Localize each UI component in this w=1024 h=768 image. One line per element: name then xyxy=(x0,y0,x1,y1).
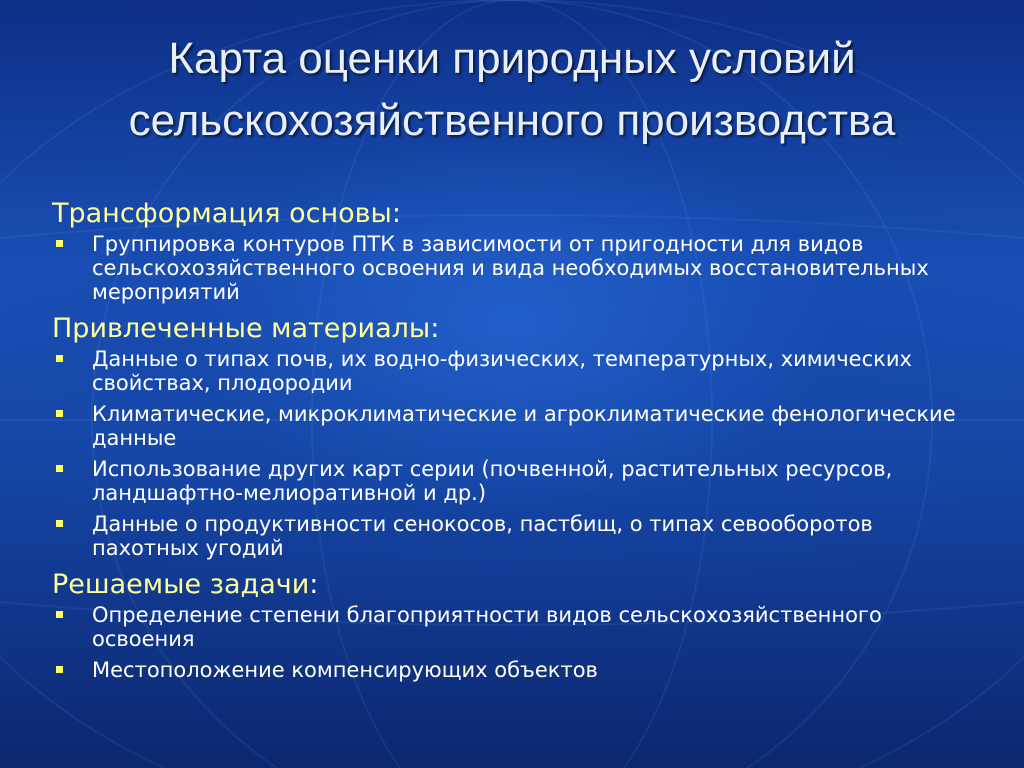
list-item: Местоположение компенсирующих объектов xyxy=(52,658,982,682)
section-heading-materials: Привлеченные материалы: xyxy=(52,313,440,344)
slide-title xyxy=(0,28,1024,152)
square-bullet-icon xyxy=(56,666,63,673)
list-item: Использование других карт серии (почвенной, растительных ресурсов, ландшафтно-мелиоративной и др.) xyxy=(52,457,982,505)
slide-title-line-2: сельскохозяйственного производства xyxy=(128,96,896,145)
square-bullet-icon xyxy=(56,410,63,417)
slide-title-line-1: Карта оценки природных условий xyxy=(168,34,856,83)
list-item: Климатические, микроклиматические и агроклиматические фенологические данные xyxy=(52,402,982,450)
square-bullet-icon xyxy=(56,240,63,247)
square-bullet-icon xyxy=(56,611,63,618)
square-bullet-icon xyxy=(56,520,63,527)
slide-body xyxy=(52,196,982,689)
list-item: Определение степени благоприятности видов сельскохозяйственного освоения xyxy=(52,603,982,651)
section-heading-tasks: Решаемые задачи: xyxy=(52,569,319,600)
square-bullet-icon xyxy=(56,355,63,362)
section-list-tasks xyxy=(52,603,982,682)
list-item: Данные о типах почв, их водно-физических, температурных, химических свойствах, плодородии xyxy=(52,347,982,395)
section-list-materials xyxy=(52,347,982,560)
square-bullet-icon xyxy=(56,465,63,472)
list-item: Группировка контуров ПТК в зависимости от пригодности для видов сельскохозяйственного освоения и вида необходимых восстановительных мероприятий xyxy=(52,232,982,304)
section-list-transformation xyxy=(52,232,982,304)
section-heading-transformation: Трансформация основы: xyxy=(52,198,401,229)
list-item: Данные о продуктивности сенокосов, пастбищ, о типах севооборотов пахотных угодий xyxy=(52,512,982,560)
